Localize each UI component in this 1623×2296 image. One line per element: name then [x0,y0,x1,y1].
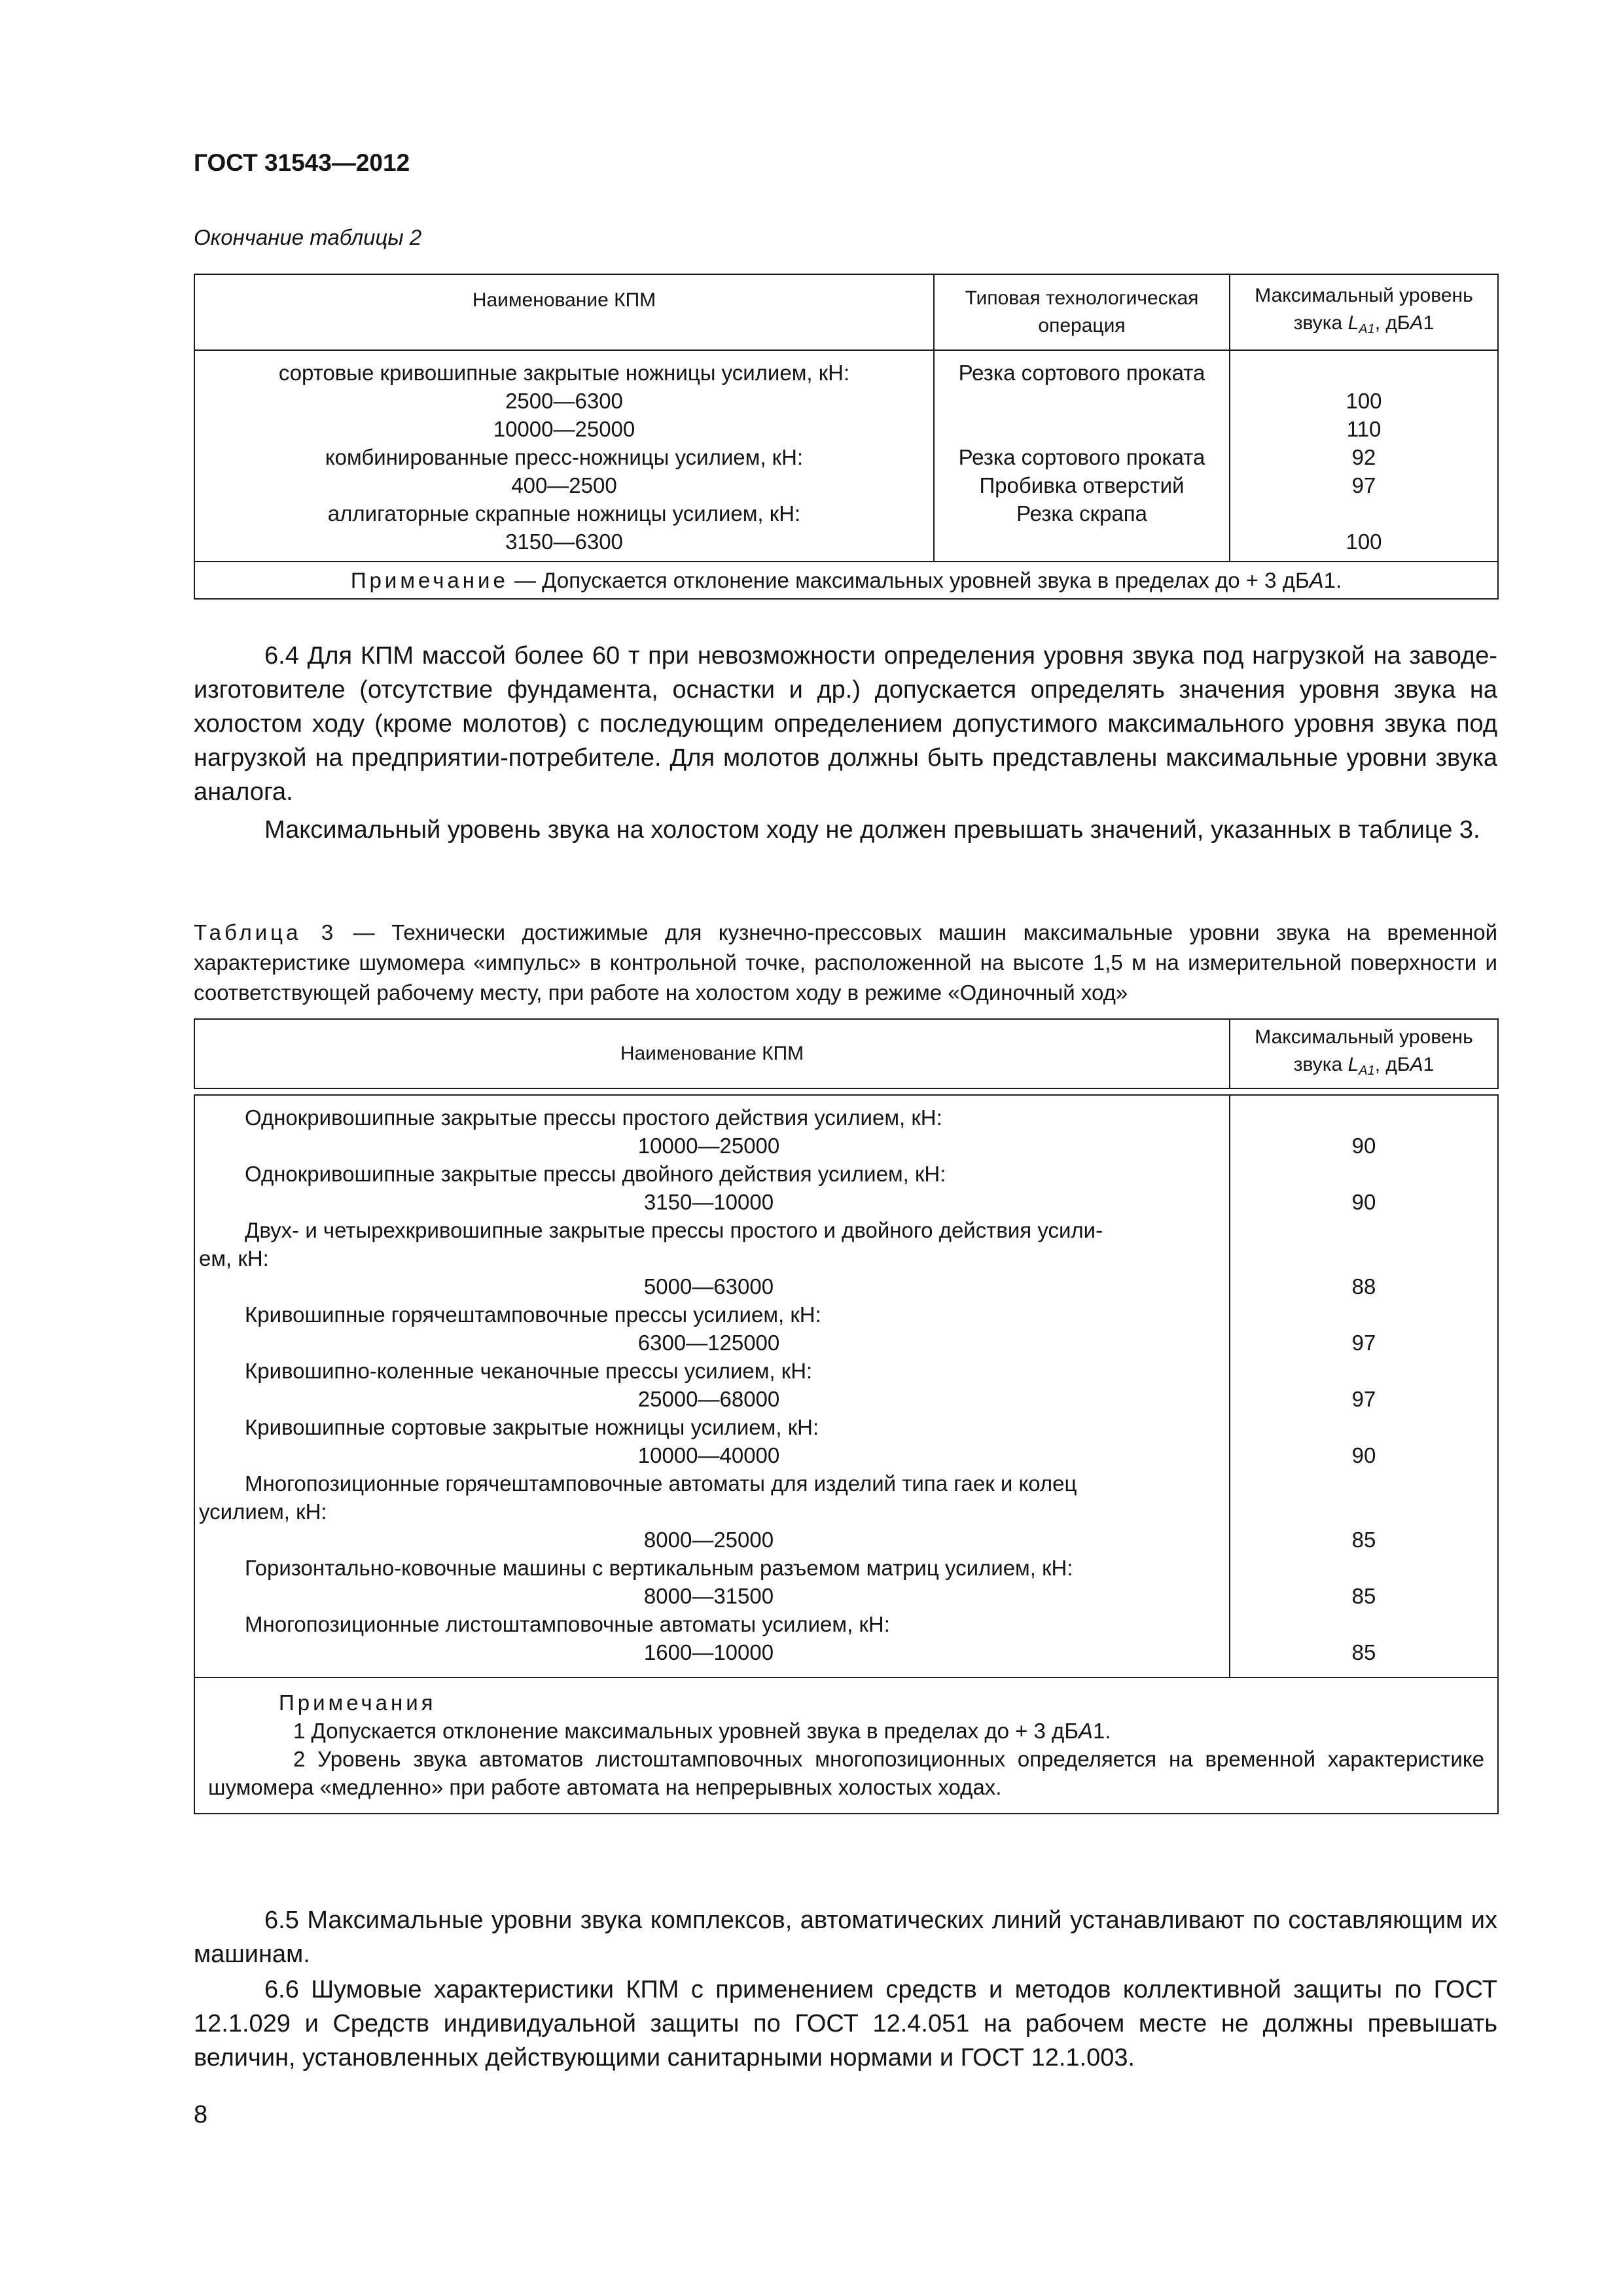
table-3-values-column [1230,1095,1498,1677]
list-item: Однокривошипные закрытые прессы двойного действия усилием, кН: 3150—10000 [245,1162,946,1214]
table-2-operations-column [934,350,1230,562]
table-3-header-name: Наименование КПМ [194,1019,1230,1088]
table-cell: 97 [1351,473,1376,497]
table-row: 10000—25000 [493,417,635,441]
table-2-continuation-label: Окончание таблицы 2 [194,225,422,249]
list-item: Горизонтально-ковочные машины с вертикальным разъемом матриц усилием, кН: 8000—31500 [245,1556,1073,1608]
paragraph-6-6: 6.6 Шумовые характеристики КПМ с применением средств и методов коллективной защиты по ГОСТ 12.1.029 и Средств индивидуальной защиты по ГОСТ 12.4.051 на рабочем месте не должны превышать величин, установленных действующими санитарными нормами и ГОСТ 12.1.003. [194,1976,1497,2072]
list-item: Кривошипные сортовые закрытые ножницы усилием, кН: 10000—40000 [245,1415,819,1467]
table-cell: 97 [1351,1331,1376,1355]
table-cell: 85 [1351,1528,1376,1552]
table-cell: 90 [1351,1190,1376,1214]
list-item: Кривошипные горячештамповочные прессы усилием, кН: 6300—125000 [245,1302,821,1355]
table-cell: Резка сортового проката [958,445,1205,469]
paragraph-6-4: 6.4 Для КПМ массой более 60 т при невозможности определения уровня звука под нагрузкой на заводе-изготовителе (отсутствие фундамента, оснастки и др.) допускается определять значения уровня звука на холостом ходу (кроме молотов) с последующим определением допустимого максимального уровня звука под нагрузкой на предприятии-потребителе. Для молотов должны быть представлены максимальные уровни звука аналога. Максимальный уровень звука на холостом ходу не должен превышать значений, указанных в таблице 3. [194,642,1497,844]
table-cell [935,528,1229,556]
table-cell: Пробивка отверстий [979,473,1185,497]
page-number: 8 [194,2101,208,2128]
table-row: 3150—6300 [505,529,623,554]
list-item: Кривошипно-коленные чеканочные прессы усилием, кН: 25000—68000 [245,1359,813,1411]
table-cell [1230,499,1497,528]
table-cell: 92 [1351,445,1376,469]
table-cell: 90 [1351,1134,1376,1158]
table-2-header-name: Наименование КПМ [194,274,934,350]
table-cell: Резка сортового проката [958,361,1205,385]
list-item: Многопозиционные горячештамповочные автоматы для изделий типа гаек и колец усилием, кН: 8000—25000 [199,1471,1077,1552]
document-code: ГОСТ 31543—2012 [194,149,410,176]
table-row: комбинированные пресс-ножницы усилием, кН: [325,445,804,469]
paragraph-6-5: 6.5 Максимальные уровни звука комплексов, автоматических линий устанавливают по составляющим их машинам. [194,1907,1497,1968]
table-row: сортовые кривошипные закрытые ножницы усилием, кН: [278,361,850,385]
table-row: 2500—6300 [505,389,623,413]
table-2-values-column [1230,350,1498,562]
table-cell: 88 [1351,1274,1376,1299]
table-row: аллигаторные скрапные ножницы усилием, кН: [327,501,801,526]
table-cell [935,387,1229,415]
table-cell: 90 [1351,1443,1376,1467]
table-2-note: Примечание — Допускается отклонение максимальных уровней звука в пределах до + 3 дБА1. [194,562,1498,599]
table-3 [194,1018,1499,1814]
table-3-caption: Таблица 3 — Технически достижимые для кузнечно-прессовых машин максимальные уровни звука на временной характеристике шумомера «импульс» в контрольной точке, расположенной на высоте 1,5 м на измерительной поверхности и соответствующей рабочему месту, при работе на холостом ходу в режиме «Одиночный ход» [194,920,1497,1005]
table-cell: 85 [1351,1584,1376,1608]
table-cell: Резка скрапа [1016,501,1147,526]
table-3-header-max-level: Максимальный уровень звука $L_{A1}$, дБА1 [1230,1019,1498,1088]
table-cell: 97 [1351,1387,1376,1411]
table-2-names-column [194,350,934,562]
table-2-header-operation: Типовая технологическая операция [934,274,1230,350]
table-cell: 110 [1346,417,1382,441]
table-cell: 85 [1351,1640,1376,1664]
table-3-notes: Примечания 1 Допускается отклонение максимальных уровней звука в пределах до + 3 дБА1. 2 Уровень звука автоматов листоштамповочных многопозиционных определяется на временной характеристике шумомера «медленно» при работе автомата на непрерывных холостых ходах. [194,1677,1498,1814]
table-2 [194,274,1499,600]
table-3-names-column [194,1095,1230,1677]
table-cell: 100 [1346,529,1382,554]
table-cell [1230,359,1497,387]
table-cell [935,415,1229,443]
list-item: Двух- и четырехкривошипные закрытые прессы простого и двойного действия усили- ем, кН: 5000—63000 [199,1218,1103,1299]
table-row: 400—2500 [511,473,617,497]
table-2-header-max-level: Максимальный уровень звука $L_{A1}$, дБА1 [1230,274,1498,350]
list-item: Многопозиционные листоштамповочные автоматы усилием, кН: 1600—10000 [245,1612,890,1664]
table-cell: 100 [1346,389,1382,413]
list-item: Однокривошипные закрытые прессы простого действия усилием, кН: 10000—25000 [245,1105,942,1158]
